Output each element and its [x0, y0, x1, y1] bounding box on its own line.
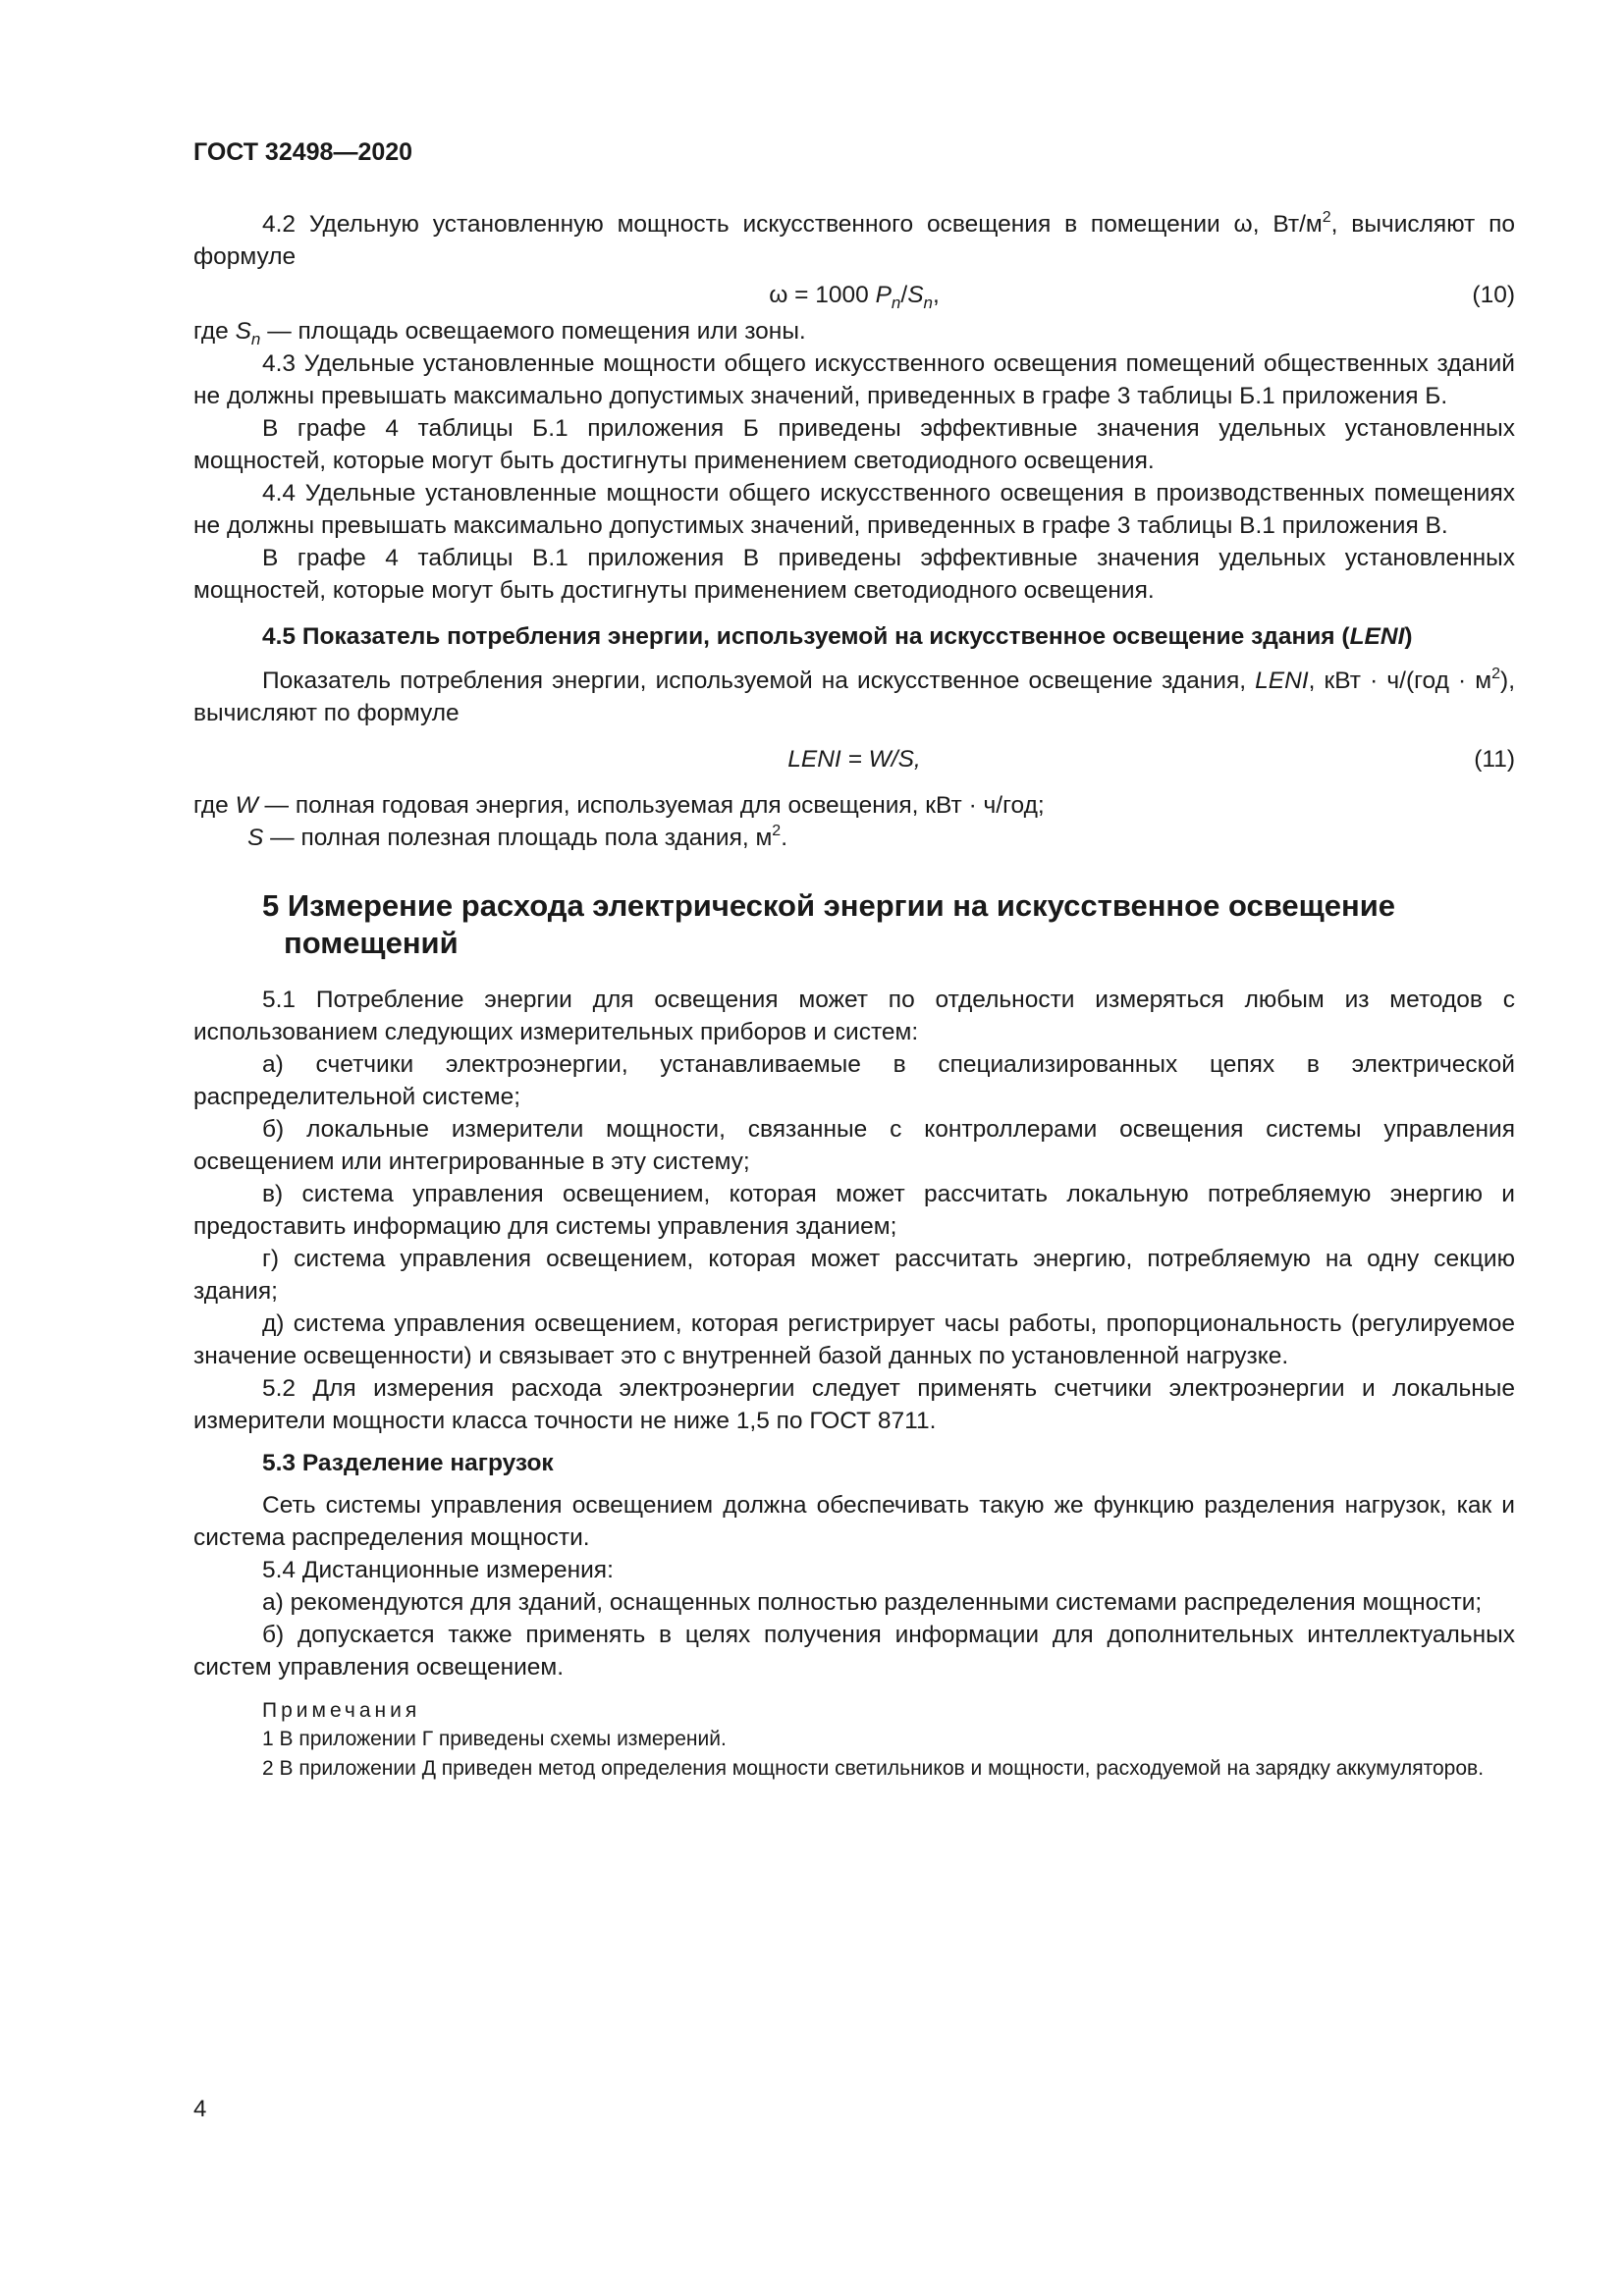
where-11 — [193, 789, 1515, 854]
paragraph-4-4b: В графе 4 таблицы В.1 приложения В приведены эффективные значения удельных установленных мощностей, которые могут быть достигнуты применением светодиодного освещения. — [193, 545, 1515, 604]
list-item-5-1-b: б) локальные измерители мощности, связанные с контроллерами освещения системы управления освещением или интегрированные в эту систему; — [193, 1116, 1515, 1175]
paragraph-5-2: 5.2 Для измерения расхода электроэнергии следует применять счетчики электроэнергии и локальные измерители мощности класса точности не ниже 1,5 по ГОСТ 8711. — [193, 1375, 1515, 1434]
formula-11 — [193, 743, 1515, 775]
notes-title: Примечания — [262, 1699, 421, 1722]
where-11-w: где W — полная годовая энергия, используемая для освещения, кВт · ч/год; — [193, 792, 1045, 819]
note-2: 2 В приложении Д приведен метод определения мощности светильников и мощности, расходуемой на зарядку аккумуляторов. — [262, 1757, 1485, 1780]
paragraph-5-4: 5.4 Дистанционные измерения: — [262, 1557, 614, 1583]
formula-11-expression: LENI = W/S, — [787, 746, 921, 773]
omega-symbol: ω — [1233, 211, 1253, 238]
paragraph-4-4: 4.4 Удельные установленные мощности общего искусственного освещения в производственных помещениях не должны превышать максимально допустимых значений, приведенных в графе 3 таблицы В.1 приложения В. — [193, 480, 1515, 539]
list-item-5-4-a: а) рекомендуются для зданий, оснащенных полностью разделенными системами распределения мощности; — [262, 1589, 1483, 1616]
heading-4-5: 4.5 Показатель потребления энергии, используемой на искусственное освещение здания (LENI) — [262, 623, 1413, 650]
list-item-5-1-c: в) система управления освещением, которая может рассчитать локальную потребляемую энергию и предоставить информацию для системы управления зданием; — [193, 1181, 1515, 1240]
where-11-s: S — полная полезная площадь пола здания, $м^2$. — [247, 823, 788, 851]
section-5-title: 5 Измерение расхода электрической энергии на искусственное освещение помещений — [262, 888, 1396, 960]
formula-10-number: (10) — [1472, 282, 1515, 308]
formula-11-number: (11) — [1474, 746, 1515, 773]
paragraph-4-3: 4.3 Удельные установленные мощности общего искусственного освещения помещений общественных зданий не должны превышать максимально допустимых значений, приведенных в графе 3 таблицы Б.1 приложения Б. — [193, 350, 1515, 409]
where-10: где $S_n$ — площадь освещаемого помещения или зоны. — [193, 318, 806, 348]
list-item-5-1-e: д) система управления освещением, которая регистрирует часы работы, пропорциональность (регулируемое значение освещенности) и связывает это с внутренней базой данных по установленной нагрузке. — [193, 1310, 1515, 1369]
page-number: 4 — [193, 2096, 207, 2122]
formula-10-expression: ω = 1000 $P_n/S_n$, — [769, 282, 940, 312]
paragraph-4-2: 4.2 Удельную установленную мощность искусственного освещения в помещении ω, $Вт/м^2$, вычисляют по формуле — [193, 209, 1515, 270]
note-1: 1 В приложении Г приведены схемы измерений. — [262, 1728, 727, 1750]
heading-5-3: 5.3 Разделение нагрузок — [262, 1450, 554, 1476]
paragraph-4-3b: В графе 4 таблицы Б.1 приложения Б приведены эффективные значения удельных установленных мощностей, которые могут быть достигнуты применением светодиодного освещения. — [193, 415, 1515, 474]
list-item-5-1-d: г) система управления освещением, которая может рассчитать энергию, потребляемую на одну секцию здания; — [193, 1246, 1515, 1305]
formula-10 — [193, 279, 1515, 311]
list-item-5-1-a: а) счетчики электроэнергии, устанавливаемые в специализированных цепях в электрической распределительной системе; — [193, 1051, 1515, 1110]
paragraph-4-5: Показатель потребления энергии, используемой на искусственное освещение здания, LENI, кВт · $ч/(год \cdot м^2)$, вычисляют по формуле — [193, 666, 1515, 726]
paragraph-5-3: Сеть системы управления освещением должна обеспечивать такую же функцию разделения нагрузок, как и система распределения мощности. — [193, 1492, 1515, 1551]
paragraph-5-1: 5.1 Потребление энергии для освещения может по отдельности измеряться любым из методов с использованием следующих измерительных приборов и систем: — [193, 987, 1515, 1045]
list-item-5-4-b: б) допускается также применять в целях получения информации для дополнительных интеллектуальных систем управления освещением. — [193, 1622, 1515, 1681]
document-header: ГОСТ 32498—2020 — [193, 138, 413, 166]
document-page — [193, 137, 1515, 1784]
